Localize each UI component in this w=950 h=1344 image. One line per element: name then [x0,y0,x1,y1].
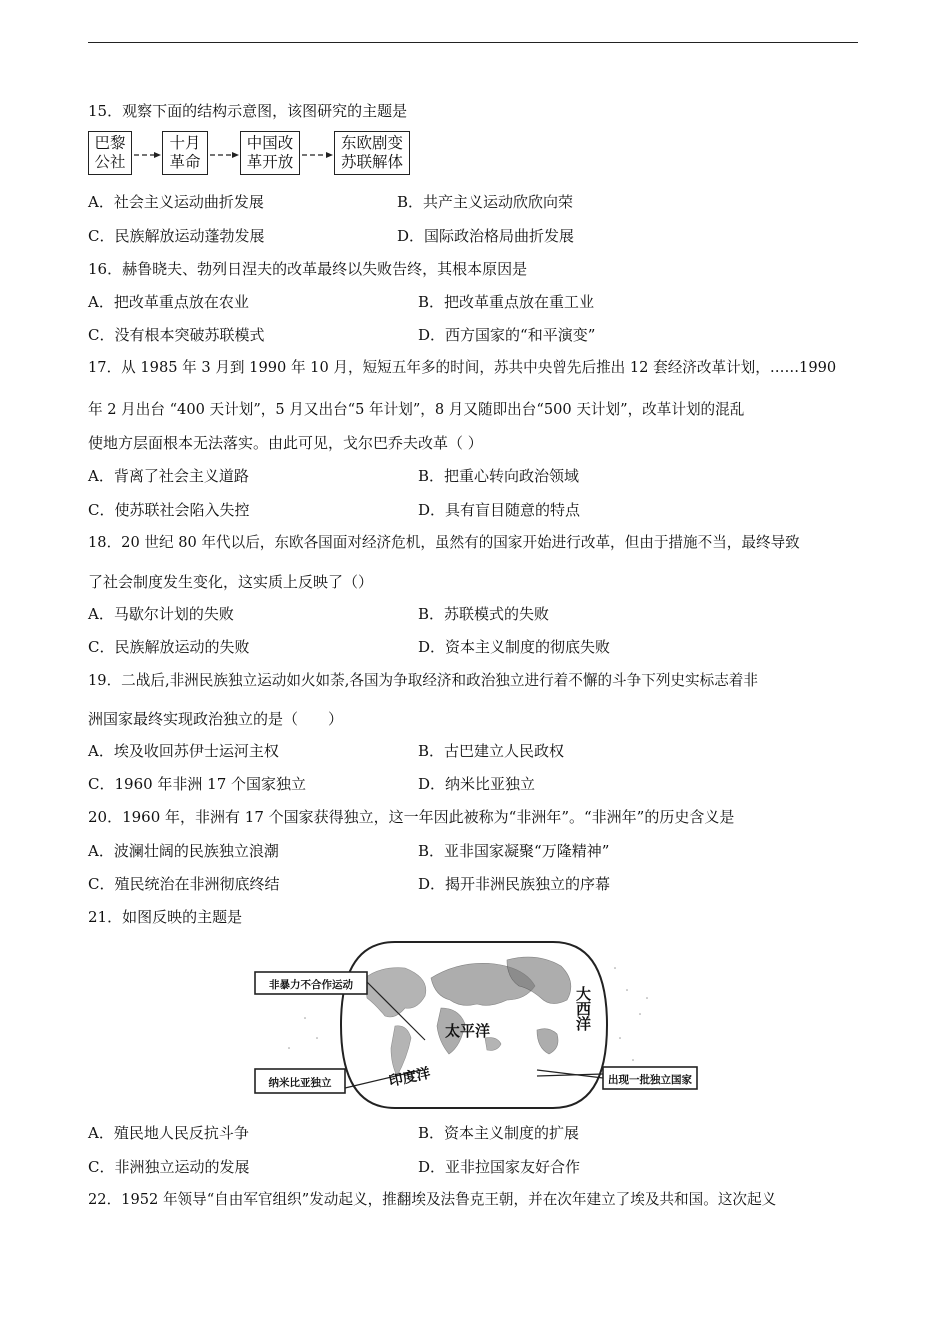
flow-box-1-line1: 巴黎 [94,134,126,152]
map-ocean-pacific: 太平洋 [445,1022,491,1040]
q21-option-b: B．资本主义制度的扩展 [418,1124,580,1142]
q21-stem: 21．如图反映的主题是 [88,908,243,926]
flow-box-4 [334,131,410,175]
flow-arrow-icon [132,151,162,159]
q17-option-a: A．背离了社会主义道路 [88,467,249,485]
map-ocean-indian: 印度洋 [387,1065,432,1090]
q20-option-b: B．亚非国家凝聚“万隆精神” [418,842,610,860]
q18-stem-line2: 了社会制度发生变化，这实质上反映了（） [88,573,374,591]
map-label-2: 纳米比亚独立 [268,1077,332,1089]
world-map-figure [245,938,700,1112]
q19-option-c: C．1960 年非洲 17 个国家独立 [88,775,307,793]
flow-arrow-icon [208,151,240,159]
flow-box-1 [88,131,132,175]
flow-arrow-icon [300,151,334,159]
header-rule [88,42,858,43]
flow-box-2-line2: 革命 [169,153,201,171]
flow-box-3 [240,131,300,175]
q18-stem-line1: 18．20 世纪 80 年代以后，东欧各国面对经济危机，虽然有的国家开始进行改革，但由于措施不当，最终导致 [88,534,800,551]
map-landmasses [365,957,571,1076]
q15-stem: 15．观察下面的结构示意图，该图研究的主题是 [88,102,408,120]
q19-stem-line1: 19．二战后,非洲民族独立运动如火如荼,各国为争取经济和政治独立进行着不懈的斗争下列史实标志着非 [88,672,758,689]
flow-box-4-line2: 苏联解体 [340,153,403,171]
map-ocean-atlantic: 大西洋 [574,986,592,1031]
q17-option-d: D．具有盲目随意的特点 [418,501,581,519]
q17-stem-line3: 使地方层面根本无法落实。由此可见，戈尔巴乔夫改革（ ） [88,434,483,452]
q18-option-c: C．民族解放运动的失败 [88,638,250,656]
q19-stem-line2: 洲国家最终实现政治独立的是（ ） [88,710,344,728]
q21-option-a: A．殖民地人民反抗斗争 [88,1124,249,1142]
q18-option-a: A．马歇尔计划的失败 [88,605,234,623]
q15-option-b: B．共产主义运动欣欣向荣 [397,193,574,211]
q19-option-a: A．埃及收回苏伊士运河主权 [88,742,279,760]
flow-box-4-line1: 东欧剧变 [340,134,403,152]
q17-stem-line2: 年 2 月出台 “400 天计划”，5 月又出台“5 年计划”，8 月又随即出台“500 天计划”，改革计划的混乱 [88,401,745,418]
q19-option-d: D．纳米比亚独立 [418,775,536,793]
flow-box-2-line1: 十月 [169,134,201,152]
q15-option-c: C．民族解放运动蓬勃发展 [88,227,265,245]
q20-option-d: D．揭开非洲民族独立的序幕 [418,875,611,893]
q15-option-a: A．社会主义运动曲折发展 [88,193,264,211]
q16-option-d: D．西方国家的“和平演变” [418,326,596,344]
flow-box-1-line2: 公社 [94,153,126,171]
q17-option-c: C．使苏联社会陷入失控 [88,501,250,519]
q20-option-a: A．波澜壮阔的民族独立浪潮 [88,842,279,860]
q21-option-d: D．亚非拉国家友好合作 [418,1158,581,1176]
q18-option-b: B．苏联模式的失败 [418,605,550,623]
q21-option-c: C．非洲独立运动的发展 [88,1158,250,1176]
q18-option-d: D．资本主义制度的彻底失败 [418,638,611,656]
q17-stem-line1: 17．从 1985 年 3 月到 1990 年 10 月，短短五年多的时间，苏共中央曾先后推出 12 套经济改革计划，……1990 [88,359,837,376]
flow-box-3-line2: 革开放 [246,153,294,171]
flow-box-3-line1: 中国改 [246,134,294,152]
q19-option-b: B．古巴建立人民政权 [418,742,565,760]
q16-option-b: B．把改革重点放在重工业 [418,293,595,311]
q17-option-b: B．把重心转向政治领域 [418,467,580,485]
map-label-3: 出现一批独立国家 [608,1074,692,1086]
q16-option-c: C．没有根本突破苏联模式 [88,326,265,344]
q16-stem: 16．赫鲁晓夫、勃列日涅夫的改革最终以失败告终，其根本原因是 [88,260,528,278]
q20-stem: 20．1960 年，非洲有 17 个国家获得独立，这一年因此被称为“非洲年”。“非洲年”的历史含义是 [88,808,735,826]
q16-option-a: A．把改革重点放在农业 [88,293,249,311]
q20-option-c: C．殖民统治在非洲彻底终结 [88,875,280,893]
flow-box-2 [162,131,208,175]
q15-option-d: D．国际政治格局曲折发展 [397,227,575,245]
q22-stem: 22．1952 年领导“自由军官组织”发动起义，推翻埃及法鲁克王朝，并在次年建立了埃及共和国。这次起义 [88,1191,777,1208]
map-label-1: 非暴力不合作运动 [269,979,353,991]
